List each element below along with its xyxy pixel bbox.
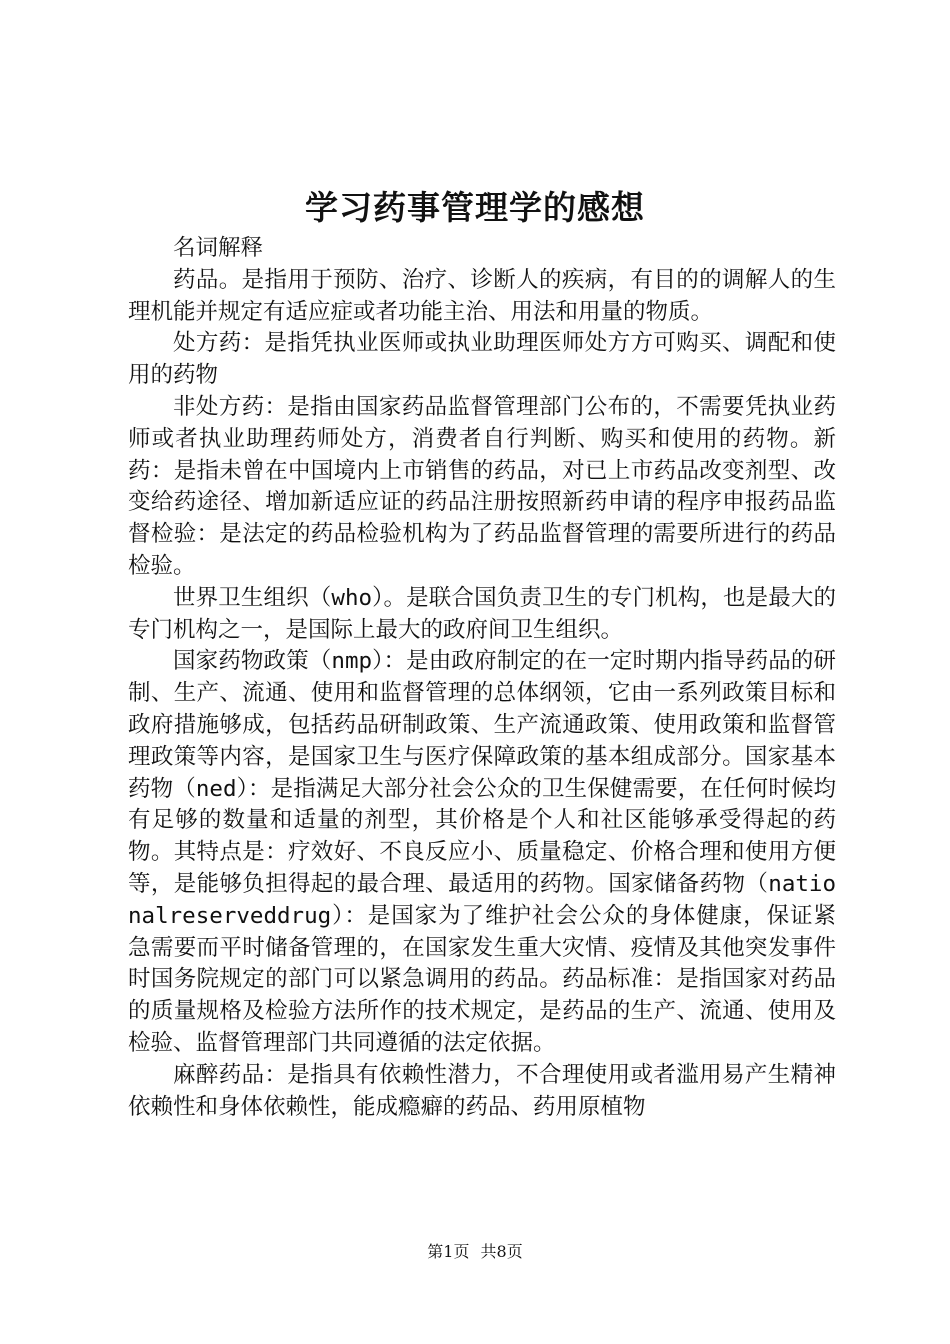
document-body: [128, 233, 836, 1123]
page-number: 第1页: [427, 1242, 470, 1261]
page-total: 共8页: [480, 1242, 523, 1261]
paragraph-drug-definition: 药品。是指用于预防、治疗、诊断人的疾病，有目的的调解人的生理机能并规定有适应症或者功能主治、用法和用量的物质。: [128, 266, 836, 325]
paragraph-heading: 名词解释: [173, 235, 264, 261]
paragraph-prescription-drug: 处方药：是指凭执业医师或执业助理医师处方方可购买、调配和使用的药物: [128, 330, 836, 389]
paragraph-otc-drug: 非处方药：是指由国家药品监督管理部门公布的，不需要凭执业药师或者执业助理药师处方，消费者自行判断、购买和使用的药物。新药：是指未曾在中国境内上市销售的药品，对已上市药品改变剂型、改变给药途径、增加新适应证的药品注册按照新药申请的程序申报药品监督检验：是法定的药品检验机构为了药品监督管理的需要所进行的药品检验。: [128, 393, 836, 579]
page-footer: [0, 1240, 950, 1264]
document-title: 学习药事管理学的感想: [305, 188, 645, 227]
paragraph-who: 世界卫生组织（who）。是联合国负责卫生的专门机构，也是最大的专门机构之一，是国际上最大的政府间卫生组织。: [128, 584, 836, 643]
paragraph-narcotic-drug: 麻醉药品：是指具有依赖性潜力，不合理使用或者滥用易产生精神依赖性和身体依赖性，能成瘾癖的药品、药用原植物: [128, 1061, 836, 1120]
paragraph-national-drug-policy: 国家药物政策（nmp）：是由政府制定的在一定时期内指导药品的研制、生产、流通、使用和监督管理的总体纲领，它由一系列政策目标和政府措施够成，包括药品研制政策、生产流通政策、使用政策和监督管理政策等内容，是国家卫生与医疗保障政策的基本组成部分。国家基本药物（ned）：是指满足大部分社会公众的卫生保健需要，在任何时候均有足够的数量和适量的剂型，其价格是个人和社区能够承受得起的药物。其特点是：疗效好、不良反应小、质量稳定、价格合理和使用方便等，是能够负担得起的最合理、最适用的药物。国家储备药物（nationalreserveddrug）：是国家为了维护社会公众的身体健康，保证紧急需要而平时储备管理的，在国家发生重大灾情、疫情及其他突发事件时国务院规定的部门可以紧急调用的药品。药品标准：是指国家对药品的质量规格及检验方法所作的技术规定，是药品的生产、流通、使用及检验、监督管理部门共同遵循的法定依据。: [128, 648, 836, 1056]
